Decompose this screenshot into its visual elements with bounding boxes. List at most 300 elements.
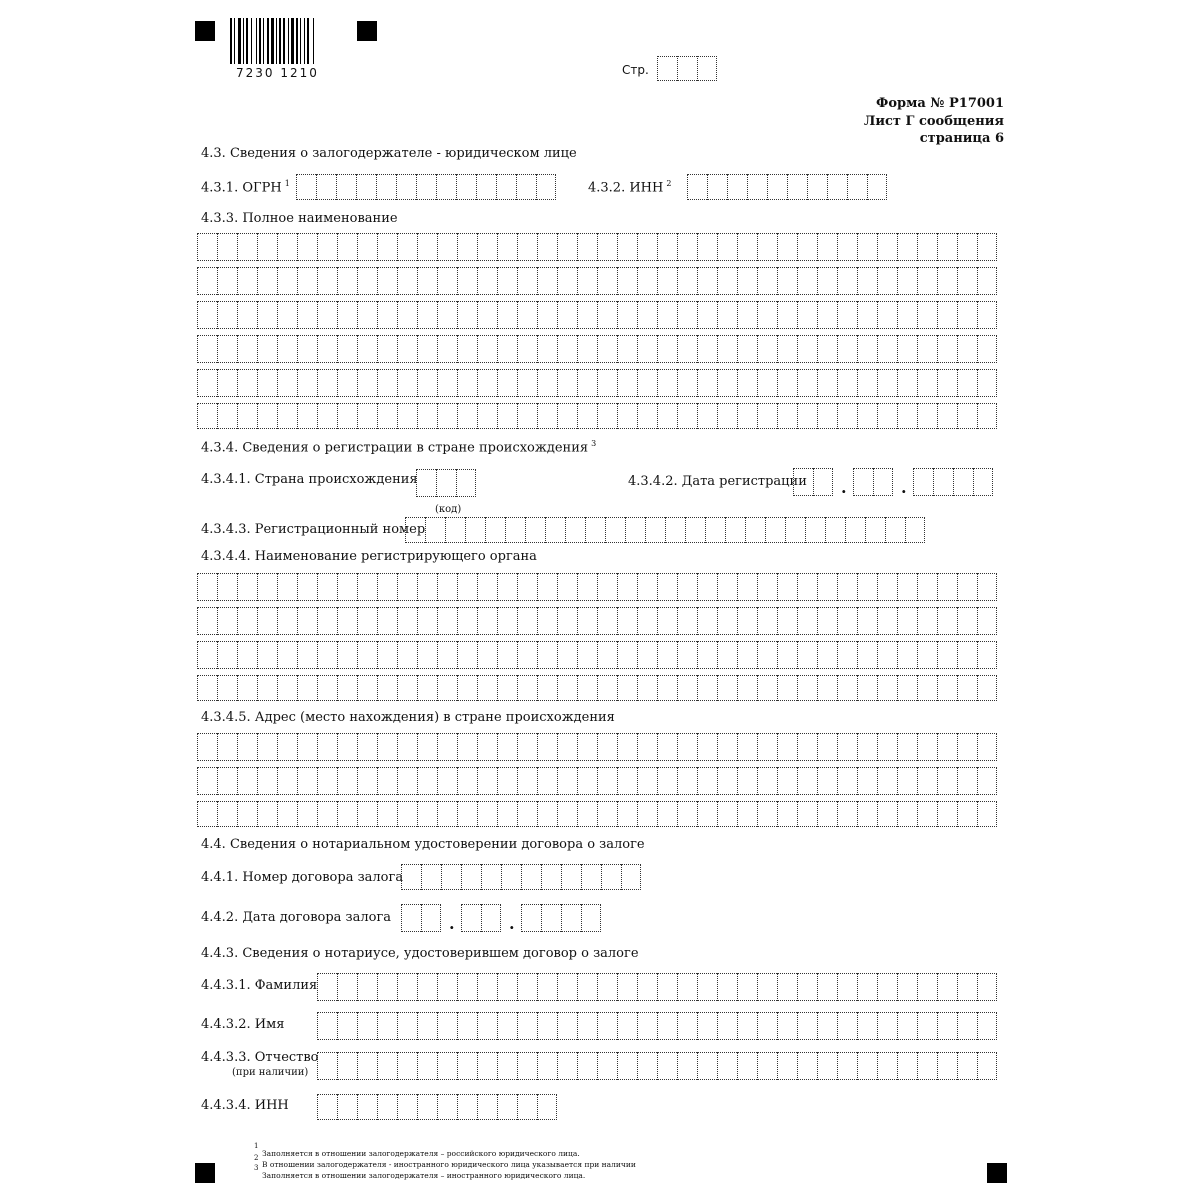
input-cell[interactable] (257, 335, 277, 363)
input-cell[interactable] (477, 267, 497, 295)
input-cell[interactable] (657, 403, 677, 429)
input-cell[interactable] (497, 675, 517, 701)
input-cell[interactable] (197, 335, 217, 363)
input-cell[interactable] (497, 1012, 517, 1040)
input-cell[interactable] (717, 675, 737, 701)
input-cell[interactable] (777, 369, 797, 397)
input-cell[interactable] (697, 801, 717, 827)
input-cell[interactable] (797, 301, 817, 329)
input-cell[interactable] (197, 675, 217, 701)
input-cell[interactable] (377, 369, 397, 397)
input-cell[interactable] (797, 573, 817, 601)
input-cell[interactable] (677, 733, 697, 761)
input-cell[interactable] (497, 301, 517, 329)
input-cell[interactable] (297, 733, 317, 761)
input-cell[interactable] (337, 607, 357, 635)
input-cell[interactable] (877, 233, 897, 261)
input-cell[interactable] (297, 335, 317, 363)
input-cell[interactable] (377, 573, 397, 601)
input-cell[interactable] (457, 267, 477, 295)
input-cell[interactable] (377, 767, 397, 795)
input-cell[interactable] (777, 403, 797, 429)
input-cell[interactable] (697, 56, 717, 81)
input-cell[interactable] (897, 973, 917, 1001)
input-cell[interactable] (461, 904, 481, 932)
input-cell[interactable] (817, 233, 837, 261)
input-cell[interactable] (617, 733, 637, 761)
input-cell[interactable] (417, 403, 437, 429)
input-cell[interactable] (257, 801, 277, 827)
input-cell[interactable] (757, 301, 777, 329)
input-cell[interactable] (457, 641, 477, 669)
input-cell[interactable] (496, 174, 516, 200)
input-cell[interactable] (397, 267, 417, 295)
input-cell[interactable] (937, 1052, 957, 1080)
input-cell[interactable] (517, 675, 537, 701)
input-cell[interactable] (545, 517, 565, 543)
input-cell[interactable] (837, 1012, 857, 1040)
input-cell[interactable] (757, 369, 777, 397)
input-cell[interactable] (717, 403, 737, 429)
input-cell[interactable] (317, 801, 337, 827)
input-cell[interactable] (337, 801, 357, 827)
input-cell[interactable] (337, 1012, 357, 1040)
input-cell[interactable] (637, 767, 657, 795)
input-cell[interactable] (537, 267, 557, 295)
input-cell[interactable] (937, 267, 957, 295)
input-cell[interactable] (557, 369, 577, 397)
input-cell[interactable] (197, 403, 217, 429)
input-cell[interactable] (437, 641, 457, 669)
input-cell[interactable] (437, 675, 457, 701)
input-cell[interactable] (637, 573, 657, 601)
input-cell[interactable] (807, 174, 827, 200)
input-cell[interactable] (617, 335, 637, 363)
registration-body-row-1[interactable] (197, 573, 997, 601)
input-cell[interactable] (657, 573, 677, 601)
input-cell[interactable] (837, 1052, 857, 1080)
input-cell[interactable] (917, 973, 937, 1001)
input-cell[interactable] (757, 801, 777, 827)
input-cell[interactable] (697, 675, 717, 701)
input-cell[interactable] (357, 733, 377, 761)
input-cell[interactable] (897, 801, 917, 827)
input-cell[interactable] (357, 641, 377, 669)
input-cell[interactable] (397, 335, 417, 363)
input-cell[interactable] (757, 641, 777, 669)
input-cell[interactable] (437, 301, 457, 329)
input-cell[interactable] (697, 767, 717, 795)
input-cell[interactable] (405, 517, 425, 543)
input-cell[interactable] (837, 573, 857, 601)
input-cell[interactable] (477, 1012, 497, 1040)
input-cell[interactable] (537, 1094, 557, 1120)
input-cell[interactable] (521, 864, 541, 890)
input-cell[interactable] (557, 233, 577, 261)
input-cell[interactable] (297, 301, 317, 329)
input-cell[interactable] (917, 369, 937, 397)
input-cell[interactable] (317, 573, 337, 601)
input-cell[interactable] (477, 641, 497, 669)
input-cell[interactable] (597, 301, 617, 329)
registration-body-row-3[interactable] (197, 641, 997, 669)
input-cell[interactable] (197, 369, 217, 397)
input-cell[interactable] (857, 335, 877, 363)
input-cell[interactable] (537, 973, 557, 1001)
input-cell[interactable] (637, 801, 657, 827)
input-cell[interactable] (817, 801, 837, 827)
input-cell[interactable] (597, 335, 617, 363)
input-cell[interactable] (257, 369, 277, 397)
input-cell[interactable] (457, 801, 477, 827)
input-cell[interactable] (457, 607, 477, 635)
input-cell[interactable] (337, 301, 357, 329)
input-cell[interactable] (797, 403, 817, 429)
input-cell[interactable] (857, 403, 877, 429)
input-cell[interactable] (561, 864, 581, 890)
contract-date-year[interactable] (521, 904, 601, 932)
input-cell[interactable] (917, 733, 937, 761)
input-cell[interactable] (497, 403, 517, 429)
input-cell[interactable] (525, 517, 545, 543)
input-cell[interactable] (957, 335, 977, 363)
input-cell[interactable] (797, 1012, 817, 1040)
input-cell[interactable] (777, 733, 797, 761)
input-cell[interactable] (377, 733, 397, 761)
input-cell[interactable] (397, 733, 417, 761)
input-cell[interactable] (277, 675, 297, 701)
input-cell[interactable] (477, 675, 497, 701)
input-cell[interactable] (441, 864, 461, 890)
input-cell[interactable] (797, 675, 817, 701)
input-cell[interactable] (757, 403, 777, 429)
input-cell[interactable] (677, 403, 697, 429)
input-cell[interactable] (557, 1012, 577, 1040)
input-cell[interactable] (457, 675, 477, 701)
input-cell[interactable] (747, 174, 767, 200)
input-cell[interactable] (456, 174, 476, 200)
input-cell[interactable] (257, 607, 277, 635)
input-cell[interactable] (537, 801, 557, 827)
input-cell[interactable] (217, 675, 237, 701)
input-cell[interactable] (677, 767, 697, 795)
input-cell[interactable] (317, 267, 337, 295)
input-cell[interactable] (377, 335, 397, 363)
input-cell[interactable] (337, 573, 357, 601)
input-cell[interactable] (357, 369, 377, 397)
input-cell[interactable] (617, 267, 637, 295)
input-cell[interactable] (557, 403, 577, 429)
input-cell[interactable] (697, 301, 717, 329)
input-cell[interactable] (777, 335, 797, 363)
full-name-row-3[interactable] (197, 301, 997, 329)
input-cell[interactable] (437, 1012, 457, 1040)
input-cell[interactable] (717, 1052, 737, 1080)
input-cell[interactable] (597, 369, 617, 397)
registration-body-row-2[interactable] (197, 607, 997, 635)
input-cell[interactable] (977, 733, 997, 761)
input-cell[interactable] (877, 675, 897, 701)
input-cell[interactable] (317, 369, 337, 397)
input-cell[interactable] (617, 801, 637, 827)
input-cell[interactable] (677, 607, 697, 635)
input-cell[interactable] (797, 369, 817, 397)
input-cell[interactable] (237, 267, 257, 295)
input-cell[interactable] (517, 607, 537, 635)
page-number-field[interactable] (657, 56, 717, 81)
input-cell[interactable] (717, 733, 737, 761)
input-cell[interactable] (517, 267, 537, 295)
input-cell[interactable] (517, 1052, 537, 1080)
contract-number-field[interactable] (401, 864, 641, 890)
input-cell[interactable] (857, 267, 877, 295)
input-cell[interactable] (297, 607, 317, 635)
input-cell[interactable] (717, 641, 737, 669)
input-cell[interactable] (597, 733, 617, 761)
input-cell[interactable] (337, 675, 357, 701)
input-cell[interactable] (625, 517, 645, 543)
input-cell[interactable] (481, 904, 501, 932)
input-cell[interactable] (717, 335, 737, 363)
input-cell[interactable] (637, 607, 657, 635)
input-cell[interactable] (377, 403, 397, 429)
input-cell[interactable] (597, 573, 617, 601)
input-cell[interactable] (897, 641, 917, 669)
input-cell[interactable] (797, 767, 817, 795)
input-cell[interactable] (677, 573, 697, 601)
input-cell[interactable] (377, 1052, 397, 1080)
input-cell[interactable] (777, 973, 797, 1001)
input-cell[interactable] (477, 573, 497, 601)
input-cell[interactable] (897, 1012, 917, 1040)
input-cell[interactable] (857, 733, 877, 761)
input-cell[interactable] (417, 301, 437, 329)
registration-number-field[interactable] (405, 517, 925, 543)
input-cell[interactable] (257, 733, 277, 761)
input-cell[interactable] (557, 607, 577, 635)
input-cell[interactable] (581, 904, 601, 932)
input-cell[interactable] (897, 369, 917, 397)
input-cell[interactable] (617, 1012, 637, 1040)
input-cell[interactable] (937, 369, 957, 397)
input-cell[interactable] (977, 573, 997, 601)
input-cell[interactable] (617, 641, 637, 669)
input-cell[interactable] (737, 767, 757, 795)
input-cell[interactable] (837, 641, 857, 669)
input-cell[interactable] (697, 607, 717, 635)
input-cell[interactable] (637, 403, 657, 429)
input-cell[interactable] (757, 607, 777, 635)
input-cell[interactable] (217, 267, 237, 295)
input-cell[interactable] (597, 403, 617, 429)
input-cell[interactable] (397, 767, 417, 795)
input-cell[interactable] (521, 904, 541, 932)
input-cell[interactable] (657, 56, 677, 81)
address-row-3[interactable] (197, 801, 997, 827)
input-cell[interactable] (777, 607, 797, 635)
input-cell[interactable] (317, 607, 337, 635)
input-cell[interactable] (787, 174, 807, 200)
input-cell[interactable] (417, 573, 437, 601)
input-cell[interactable] (877, 973, 897, 1001)
input-cell[interactable] (357, 335, 377, 363)
input-cell[interactable] (277, 301, 297, 329)
input-cell[interactable] (537, 369, 557, 397)
input-cell[interactable] (477, 335, 497, 363)
input-cell[interactable] (597, 1052, 617, 1080)
input-cell[interactable] (817, 267, 837, 295)
input-cell[interactable] (217, 573, 237, 601)
input-cell[interactable] (917, 301, 937, 329)
input-cell[interactable] (877, 801, 897, 827)
input-cell[interactable] (577, 641, 597, 669)
input-cell[interactable] (757, 973, 777, 1001)
input-cell[interactable] (877, 641, 897, 669)
input-cell[interactable] (377, 607, 397, 635)
full-name-row-1[interactable] (197, 233, 997, 261)
input-cell[interactable] (477, 607, 497, 635)
input-cell[interactable] (813, 468, 833, 496)
input-cell[interactable] (897, 573, 917, 601)
input-cell[interactable] (737, 607, 757, 635)
input-cell[interactable] (853, 468, 873, 496)
input-cell[interactable] (957, 767, 977, 795)
input-cell[interactable] (497, 267, 517, 295)
input-cell[interactable] (217, 301, 237, 329)
input-cell[interactable] (297, 801, 317, 827)
input-cell[interactable] (677, 1012, 697, 1040)
input-cell[interactable] (497, 733, 517, 761)
input-cell[interactable] (257, 301, 277, 329)
input-cell[interactable] (797, 233, 817, 261)
input-cell[interactable] (296, 174, 316, 200)
input-cell[interactable] (377, 641, 397, 669)
input-cell[interactable] (657, 335, 677, 363)
input-cell[interactable] (277, 403, 297, 429)
input-cell[interactable] (737, 801, 757, 827)
input-cell[interactable] (597, 801, 617, 827)
input-cell[interactable] (957, 1012, 977, 1040)
input-cell[interactable] (837, 675, 857, 701)
input-cell[interactable] (937, 801, 957, 827)
input-cell[interactable] (517, 233, 537, 261)
input-cell[interactable] (517, 573, 537, 601)
input-cell[interactable] (497, 1094, 517, 1120)
input-cell[interactable] (685, 517, 705, 543)
input-cell[interactable] (837, 607, 857, 635)
input-cell[interactable] (917, 1012, 937, 1040)
full-name-row-2[interactable] (197, 267, 997, 295)
input-cell[interactable] (777, 267, 797, 295)
input-cell[interactable] (857, 1012, 877, 1040)
input-cell[interactable] (601, 864, 621, 890)
input-cell[interactable] (937, 767, 957, 795)
input-cell[interactable] (577, 233, 597, 261)
input-cell[interactable] (977, 641, 997, 669)
input-cell[interactable] (973, 468, 993, 496)
input-cell[interactable] (777, 675, 797, 701)
input-cell[interactable] (277, 233, 297, 261)
input-cell[interactable] (977, 369, 997, 397)
input-cell[interactable] (757, 1012, 777, 1040)
input-cell[interactable] (957, 607, 977, 635)
input-cell[interactable] (957, 801, 977, 827)
input-cell[interactable] (957, 675, 977, 701)
input-cell[interactable] (817, 335, 837, 363)
input-cell[interactable] (797, 607, 817, 635)
input-cell[interactable] (237, 801, 257, 827)
input-cell[interactable] (217, 641, 237, 669)
input-cell[interactable] (237, 573, 257, 601)
input-cell[interactable] (957, 733, 977, 761)
input-cell[interactable] (597, 267, 617, 295)
full-name-row-4[interactable] (197, 335, 997, 363)
input-cell[interactable] (837, 767, 857, 795)
input-cell[interactable] (677, 233, 697, 261)
ogrn-field[interactable] (296, 174, 556, 200)
input-cell[interactable] (797, 973, 817, 1001)
input-cell[interactable] (777, 301, 797, 329)
input-cell[interactable] (517, 733, 537, 761)
input-cell[interactable] (397, 1052, 417, 1080)
input-cell[interactable] (837, 301, 857, 329)
input-cell[interactable] (537, 573, 557, 601)
input-cell[interactable] (877, 733, 897, 761)
input-cell[interactable] (817, 1012, 837, 1040)
input-cell[interactable] (237, 335, 257, 363)
input-cell[interactable] (657, 767, 677, 795)
input-cell[interactable] (397, 1012, 417, 1040)
input-cell[interactable] (577, 767, 597, 795)
input-cell[interactable] (617, 675, 637, 701)
inn-field[interactable] (687, 174, 887, 200)
input-cell[interactable] (537, 607, 557, 635)
input-cell[interactable] (737, 1052, 757, 1080)
input-cell[interactable] (977, 675, 997, 701)
input-cell[interactable] (237, 301, 257, 329)
input-cell[interactable] (577, 335, 597, 363)
input-cell[interactable] (517, 369, 537, 397)
input-cell[interactable] (517, 973, 537, 1001)
input-cell[interactable] (897, 403, 917, 429)
input-cell[interactable] (897, 267, 917, 295)
input-cell[interactable] (897, 767, 917, 795)
input-cell[interactable] (257, 573, 277, 601)
input-cell[interactable] (877, 767, 897, 795)
input-cell[interactable] (416, 469, 436, 497)
input-cell[interactable] (677, 267, 697, 295)
input-cell[interactable] (727, 174, 747, 200)
surname-field[interactable] (317, 973, 997, 1001)
input-cell[interactable] (417, 767, 437, 795)
input-cell[interactable] (677, 801, 697, 827)
input-cell[interactable] (237, 675, 257, 701)
input-cell[interactable] (577, 403, 597, 429)
full-name-row-5[interactable] (197, 369, 997, 397)
input-cell[interactable] (897, 675, 917, 701)
input-cell[interactable] (356, 174, 376, 200)
input-cell[interactable] (516, 174, 536, 200)
input-cell[interactable] (497, 973, 517, 1001)
input-cell[interactable] (337, 1052, 357, 1080)
input-cell[interactable] (357, 573, 377, 601)
input-cell[interactable] (257, 675, 277, 701)
input-cell[interactable] (337, 403, 357, 429)
input-cell[interactable] (457, 733, 477, 761)
input-cell[interactable] (845, 517, 865, 543)
input-cell[interactable] (277, 801, 297, 827)
input-cell[interactable] (517, 1094, 537, 1120)
